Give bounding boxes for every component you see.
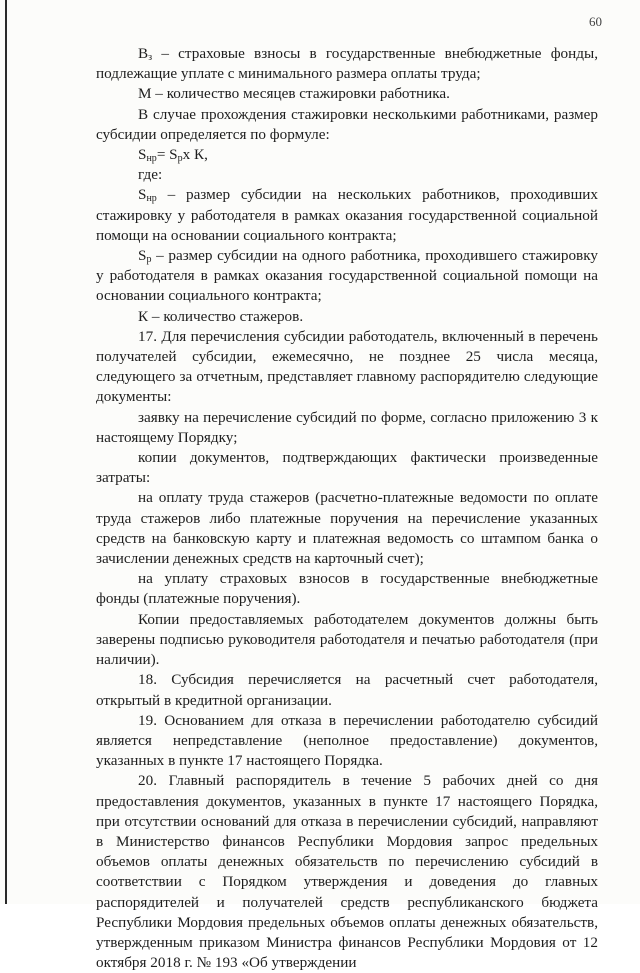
paragraph-18: 18. Субсидия перечисляется на расчетный счет работодателя, открытый в кредитной организации. [96, 671, 598, 709]
paragraph-certified-copies: Копии предоставляемых работодателем документов должны быть заверены подписью руководителя работодателя и печатью работодателя (при наличии). [96, 610, 598, 669]
paragraph-sr-definition: $S_р$ – размер субсидии на одного работника, проходившего стажировку у работодателя в рамках оказания государственной социальной помощи на основании социального контракта; [96, 247, 598, 305]
where-label: где: [138, 166, 163, 184]
paragraph-k-definition: К – количество стажеров. [138, 307, 304, 325]
paragraph-insurance-contributions: $В_з$ – страховые взносы в государственные внебюджетные фонды, подлежащие уплате с минимального размера оплаты труда; [96, 45, 598, 83]
paragraph-insurance-payment: на уплату страховых взносов в государственные внебюджетные фонды (платежные поручения). [96, 570, 598, 608]
scan-edge-line [5, 0, 7, 904]
document-body [96, 44, 598, 973]
page-number: 60 [589, 14, 602, 29]
paragraph-19: 19. Основанием для отказа в перечислении работодателю субсидий является непредставление (неполное предоставление) документов, указанных в пункте 17 настоящего Порядка. [96, 711, 598, 770]
paragraph-labor-payment: на оплату труда стажеров (расчетно-платежные ведомости по оплате труда стажеров либо платежные поручения на перечисление указанных средств на банковскую карту и платежная ведомость со штампом банка о зачислении денежных средств на карточный счет); [96, 489, 598, 568]
paragraph-application: заявку на перечисление субсидий по форме, согласно приложению 3 к настоящему Порядку; [96, 408, 598, 446]
paragraph-snr-definition: $S_{нр}$ – размер субсидии на нескольких работников, проходивших стажировку у работодателя в рамках оказания государственной социальной помощи на основании социального контракта; [96, 186, 598, 244]
paragraph-17: 17. Для перечисления субсидии работодатель, включенный в перечень получателей субсидии, ежемесячно, не позднее 25 числа месяца, следующего за отчетным, представляет главному распорядителю следующие документы: [96, 327, 598, 406]
formula-line: $S_{нр}= S_рх$ К, [138, 146, 208, 165]
paragraph-copies: копии документов, подтверждающих фактически произведенные затраты: [96, 449, 598, 487]
paragraph-20: 20. Главный распорядитель в течение 5 рабочих дней со дня предоставления документов, указанных в пункте 17 настоящего Порядка, при отсутствии оснований для отказа в перечислении субсидий, направляют в Министерство финансов Республики Мордовия запрос предельных объемов оплаты денежных обязательств по перечислению субсидий в соответствии с Порядком утверждения и доведения до главных распорядителей и получателей средств республиканского бюджета Республики Мордовия предельных объемов оплаты денежных обязательств, утвержденным приказом Министра финансов Республики Мордовия от 12 октября 2018 г. № 193 «Об утверждении [96, 772, 598, 972]
paragraph-multiple-workers: В случае прохождения стажировки несколькими работниками, размер субсидии определяется по формуле: [96, 105, 598, 143]
paragraph-months: М – количество месяцев стажировки работника. [138, 85, 450, 103]
